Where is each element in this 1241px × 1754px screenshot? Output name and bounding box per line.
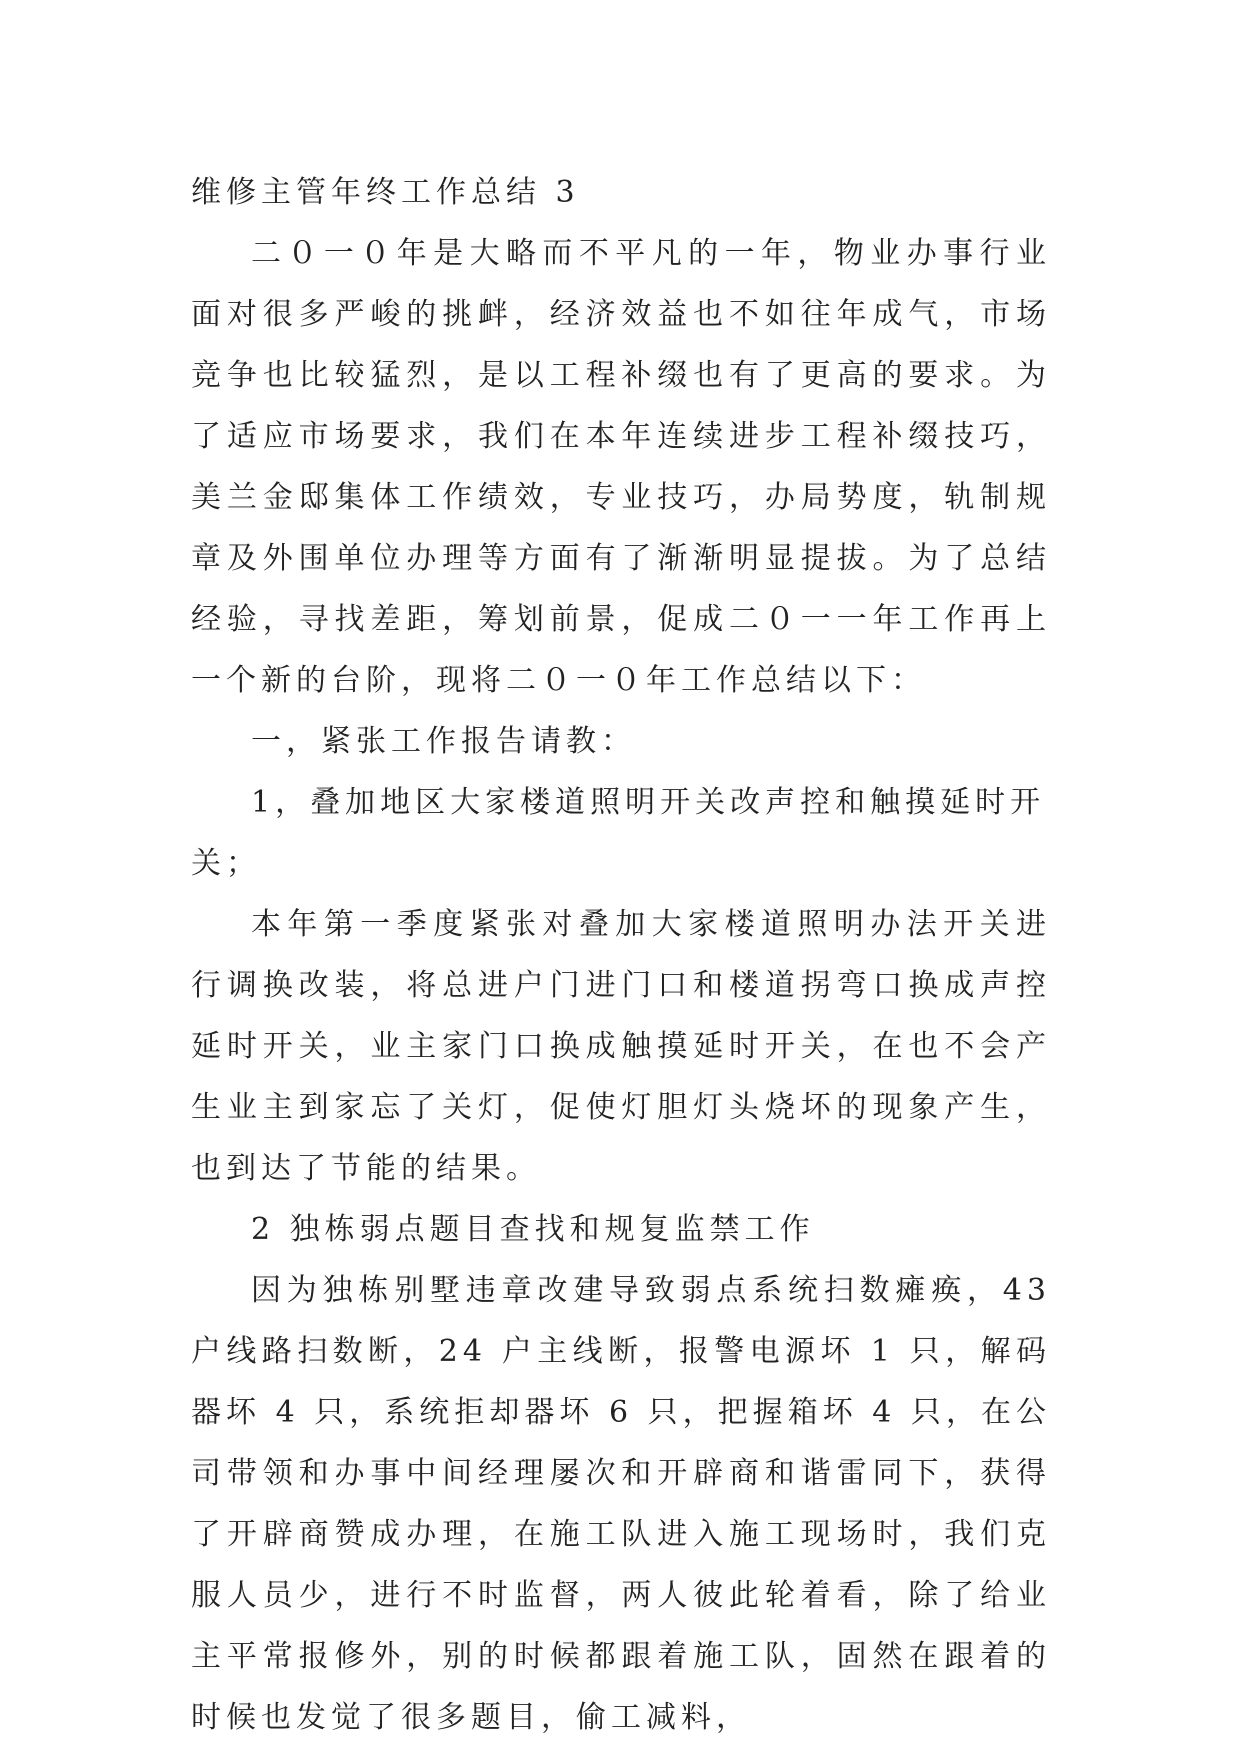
subsection-heading-2: 2 独栋弱点题目查找和规复监禁工作	[251, 1212, 815, 1247]
section-heading-main-work: 一，紧张工作报告请教：	[251, 724, 636, 759]
paragraph-weak-current: 因为独栋别墅违章改建导致弱点系统扫数瘫痪，43 户线路扫数断，24 户主线断，报警电源坏 1 只，解码器坏 4 只，系统拒却器坏 6 只，把握箱坏 4 只，在公司带领和办事中间经理屡次和开辟商和谐雷同下，获得了开辟商赞成办理，在施工队进入施工现场时，我们克服人员少，进行不时监督，两人彼此轮着看，除了给业主平常报修外，别的时候都跟着施工队，固然在跟着的时候也发觉了很多题目，偷工减料，	[191, 1273, 1051, 1735]
document-body	[191, 162, 1051, 1748]
document-title: 维修主管年终工作总结 3	[191, 175, 580, 210]
paragraph-lighting: 本年第一季度紧张对叠加大家楼道照明办法开关进行调换改装，将总进户门进门口和楼道拐弯口换成声控延时开关，业主家门口换成触摸延时开关，在也不会产生业主到家忘了关灯，促使灯胆灯头烧坏的现象产生，也到达了节能的结果。	[191, 907, 1051, 1186]
subsection-heading-1: 1，叠加地区大家楼道照明开关改声控和触摸延时开关；	[191, 785, 1046, 881]
paragraph-intro: 二０一０年是大略而不平凡的一年，物业办事行业面对很多严峻的挑衅，经济效益也不如往年成气，市场竞争也比较猛烈，是以工程补缀也有了更高的要求。为了适应市场要求，我们在本年连续进步工程补缀技巧，美兰金邸集体工作绩效，专业技巧，办局势度，轨制规章及外围单位办理等方面有了渐渐明显提拔。为了总结经验，寻找差距，筹划前景，促成二０一一年工作再上一个新的台阶，现将二０一０年工作总结以下：	[191, 236, 1051, 698]
